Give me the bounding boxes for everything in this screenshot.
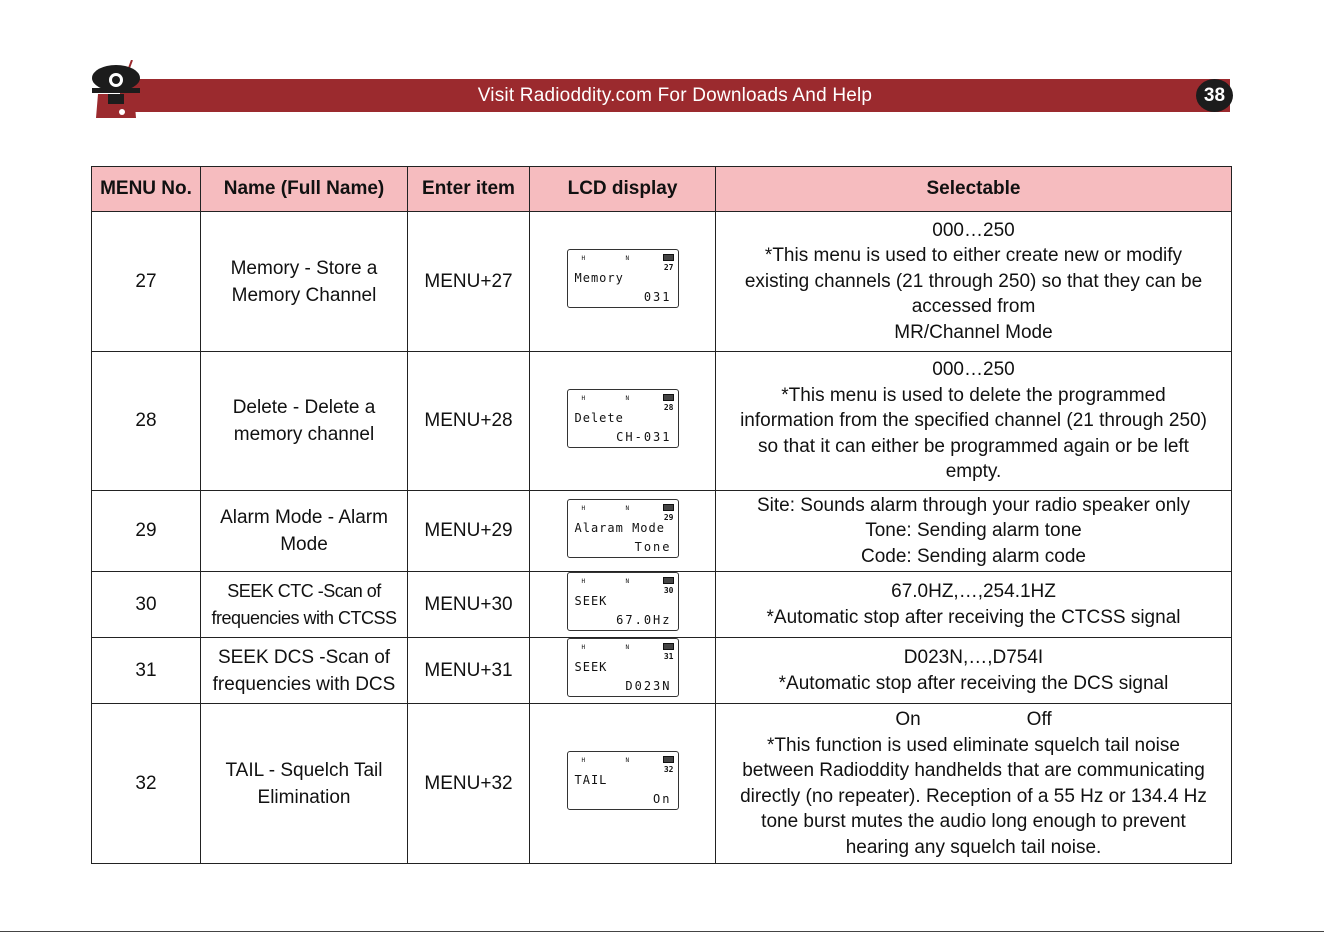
- lcd-display: [567, 249, 679, 308]
- menu-table: [91, 166, 1232, 864]
- lcd-channel: 30: [663, 586, 674, 595]
- lcd-line1: TAIL: [574, 773, 608, 787]
- lcd-channel: 27: [663, 263, 674, 272]
- selectable-cell: 000…250 *This menu is used to delete the programmed information from the specified channel (21 through 250) so that it can either be programmed again or be left empty.: [716, 352, 1232, 491]
- lcd-h-indicator: H: [581, 644, 586, 651]
- enter-item: MENU+31: [408, 638, 530, 704]
- lcd-display-cell: [530, 352, 716, 491]
- col-header-menu-no: MENU No.: [92, 167, 201, 212]
- table-row: [92, 704, 1232, 864]
- lcd-n-indicator: N: [625, 504, 630, 512]
- lcd-line2: CH-031: [616, 429, 672, 444]
- lcd-display: [567, 572, 679, 631]
- menu-number: 31: [92, 638, 201, 704]
- option-off: Off: [1026, 709, 1052, 730]
- table-row: [92, 572, 1232, 638]
- lcd-channel: 29: [663, 512, 674, 522]
- selectable-cell: D023N,…,D754I *Automatic stop after receiving the DCS signal: [716, 638, 1232, 704]
- lcd-n-indicator: N: [625, 578, 630, 585]
- selectable-options: [716, 707, 1231, 733]
- lcd-display-cell: [530, 704, 716, 864]
- option-on: On: [895, 709, 921, 730]
- lcd-line2: Tone: [634, 539, 672, 554]
- col-header-name: Name (Full Name): [201, 167, 408, 212]
- menu-number: 30: [92, 572, 201, 638]
- col-header-lcd-display: LCD display: [530, 167, 716, 212]
- lcd-h-indicator: H: [581, 504, 586, 512]
- lcd-line2: 031: [643, 290, 672, 304]
- battery-icon: [663, 394, 674, 401]
- lcd-display: [567, 638, 679, 697]
- enter-item: MENU+29: [408, 491, 530, 572]
- menu-number: 27: [92, 212, 201, 352]
- table-row: [92, 352, 1232, 491]
- lcd-h-indicator: H: [581, 757, 586, 764]
- lcd-n-indicator: N: [625, 394, 630, 402]
- menu-name: TAIL - Squelch Tail Elimination: [201, 704, 408, 864]
- battery-icon: [663, 756, 674, 763]
- lcd-line2: 67.0Hz: [616, 613, 672, 627]
- col-header-enter-item: Enter item: [408, 167, 530, 212]
- menu-number: 28: [92, 352, 201, 491]
- menu-name: SEEK CTC -Scan of frequencies with CTCSS: [201, 572, 408, 638]
- table-row: [92, 638, 1232, 704]
- radioddity-logo-icon: [86, 60, 146, 122]
- lcd-display: [567, 499, 679, 558]
- lcd-line1: Delete: [574, 410, 624, 425]
- col-header-selectable: Selectable: [716, 167, 1232, 212]
- menu-name: Alarm Mode - Alarm Mode: [201, 491, 408, 572]
- lcd-line2: D023N: [625, 679, 672, 693]
- page-number-badge: 38: [1196, 79, 1233, 112]
- lcd-display-cell: [530, 491, 716, 572]
- enter-item: MENU+32: [408, 704, 530, 864]
- lcd-h-indicator: H: [581, 578, 586, 585]
- enter-item: MENU+30: [408, 572, 530, 638]
- selectable-cell: Site: Sounds alarm through your radio speaker only Tone: Sending alarm tone Code: Sending alarm code: [716, 491, 1232, 572]
- enter-item: MENU+28: [408, 352, 530, 491]
- menu-number: 32: [92, 704, 201, 864]
- table-row: [92, 491, 1232, 572]
- lcd-display: [567, 751, 679, 810]
- lcd-n-indicator: N: [625, 644, 630, 651]
- lcd-channel: 32: [663, 765, 674, 774]
- table-row: [92, 212, 1232, 352]
- selectable-cell: 67.0HZ,…,254.1HZ *Automatic stop after receiving the CTCSS signal: [716, 572, 1232, 638]
- menu-name: SEEK DCS -Scan of frequencies with DCS: [201, 638, 408, 704]
- battery-icon: [663, 254, 674, 261]
- battery-icon: [663, 643, 674, 650]
- lcd-line2: On: [653, 792, 672, 806]
- lcd-line1: Memory: [574, 271, 624, 285]
- menu-name: Memory - Store a Memory Channel: [201, 212, 408, 352]
- header-banner: [120, 79, 1230, 112]
- selectable-cell: 000…250 *This menu is used to either create new or modify existing channels (21 through 250) so that they can be accessed from MR/Channel Mode: [716, 212, 1232, 352]
- enter-item: MENU+27: [408, 212, 530, 352]
- lcd-display: [567, 389, 679, 448]
- lcd-display-cell: [530, 212, 716, 352]
- table-header-row: [92, 167, 1232, 212]
- banner-text: Visit Radioddity.com For Downloads And Help: [477, 85, 873, 106]
- lcd-display-cell: [530, 572, 716, 638]
- battery-icon: [663, 577, 674, 584]
- lcd-channel: 31: [663, 652, 674, 661]
- lcd-line1: SEEK: [574, 594, 608, 608]
- selectable-cell: On Off *This function is used eliminate squelch tail noise between Radioddity handhelds that are communicating directly (no repeater). Reception of a 55 Hz or 134.4 Hz tone burst mutes the audio long enough to prevent hearing any squelch tail noise.: [716, 704, 1232, 864]
- lcd-h-indicator: H: [581, 394, 586, 402]
- menu-number: 29: [92, 491, 201, 572]
- lcd-h-indicator: H: [581, 255, 586, 262]
- battery-icon: [663, 504, 674, 511]
- lcd-display-cell: [530, 638, 716, 704]
- lcd-n-indicator: N: [625, 757, 630, 764]
- lcd-line1: SEEK: [574, 660, 608, 674]
- menu-name: Delete - Delete a memory channel: [201, 352, 408, 491]
- lcd-line1: Alaram Mode: [574, 520, 665, 535]
- page-bottom-rule: [0, 931, 1324, 932]
- lcd-channel: 28: [663, 402, 674, 412]
- lcd-n-indicator: N: [625, 255, 630, 262]
